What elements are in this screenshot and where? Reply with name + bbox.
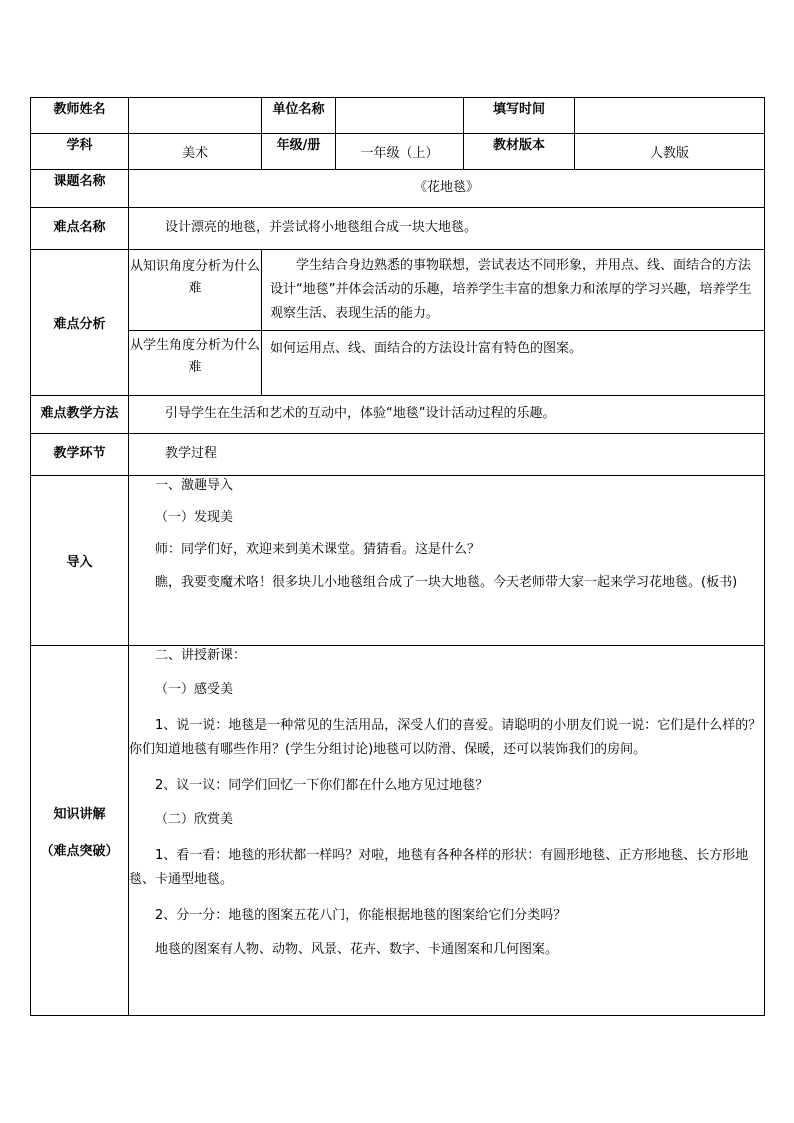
intro-content bbox=[129, 476, 765, 646]
knowledge-paragraph: 二、讲授新课： bbox=[155, 648, 247, 663]
student-angle-text: 如何运用点、线、面结合的方法设计富有特色的图案。 bbox=[262, 331, 765, 396]
header-row-1 bbox=[31, 98, 765, 134]
teacher-name-label: 教师姓名 bbox=[31, 98, 129, 134]
knowledge-content bbox=[129, 646, 765, 1016]
intro-paragraph: 师：同学们好，欢迎来到美术课堂。猜猜看。这是什么？ bbox=[155, 542, 481, 557]
knowledge-angle-label: 从知识角度分析为什么难 bbox=[129, 250, 262, 331]
method-row bbox=[31, 396, 765, 434]
intro-label: 导入 bbox=[31, 476, 129, 646]
intro-row bbox=[31, 476, 765, 646]
knowledge-paragraph: （二）欣赏美 bbox=[155, 812, 234, 827]
knowledge-label-cell bbox=[31, 646, 129, 1016]
knowledge-angle-text: 学生结合身边熟悉的事物联想，尝试表达不同形象，并用点、线、面结合的方法设计“地毯”并体会活动的乐趣，培养学生丰富的想象力和浓厚的学习兴趣，培养学生观察生活、表现生活的能力。 bbox=[262, 250, 765, 331]
student-angle-label: 从学生角度分析为什么难 bbox=[129, 331, 262, 396]
grade-value: 一年级（上） bbox=[336, 134, 464, 170]
knowledge-paragraph: 2、议一议：同学们回忆一下你们都在什么地方见过地毯？ bbox=[155, 778, 489, 793]
knowledge-paragraph: 1、看一看：地毯的形状都一样吗？对啦，地毯有各种各样的形状：有圆形地毯、正方形地毯、长方形地毯、卡通型地毯。 bbox=[129, 848, 749, 887]
edition-label: 教材版本 bbox=[464, 134, 575, 170]
unit-name-value bbox=[336, 98, 464, 134]
unit-name-label: 单位名称 bbox=[262, 98, 336, 134]
intro-paragraph: （一）发现美 bbox=[155, 510, 234, 525]
knowledge-paragraph: （一）感受美 bbox=[155, 682, 234, 697]
subject-value: 美术 bbox=[129, 134, 262, 170]
knowledge-label: 知识讲解 bbox=[53, 806, 106, 822]
intro-paragraph: 一、激趣导入 bbox=[155, 478, 234, 493]
header-row-2 bbox=[31, 134, 765, 170]
subject-label: 学科 bbox=[31, 134, 129, 170]
analysis-row-knowledge bbox=[31, 250, 765, 331]
process-stage-label: 教学环节 bbox=[31, 434, 129, 476]
knowledge-label-sub: （难点突破） bbox=[40, 843, 119, 859]
fill-date-value bbox=[575, 98, 765, 134]
process-header-row bbox=[31, 434, 765, 476]
analysis-row-student bbox=[31, 331, 765, 396]
topic-value: 《花地毯》 bbox=[129, 170, 765, 208]
knowledge-paragraph: 地毯的图案有人物、动物、风景、花卉、数字、卡通图案和几何图案。 bbox=[155, 942, 559, 957]
analysis-label: 难点分析 bbox=[31, 250, 129, 396]
difficulty-value: 设计漂亮的地毯，并尝试将小地毯组合成一块大地毯。 bbox=[129, 208, 765, 250]
method-label: 难点教学方法 bbox=[31, 396, 129, 434]
knowledge-paragraph: 2、分一分：地毯的图案五花八门，你能根据地毯的图案给它们分类吗？ bbox=[155, 908, 567, 923]
fill-date-label: 填写时间 bbox=[464, 98, 575, 134]
process-header-value: 教学过程 bbox=[129, 434, 765, 476]
difficulty-row bbox=[31, 208, 765, 250]
grade-label: 年级/册 bbox=[262, 134, 336, 170]
topic-label: 课题名称 bbox=[31, 170, 129, 208]
method-value: 引导学生在生活和艺术的互动中，体验“地毯”设计活动过程的乐趣。 bbox=[129, 396, 765, 434]
difficulty-label: 难点名称 bbox=[31, 208, 129, 250]
knowledge-row bbox=[31, 646, 765, 1016]
edition-value: 人教版 bbox=[575, 134, 765, 170]
intro-paragraph: 瞧，我要变魔术咯！很多块儿小地毯组合成了一块大地毯。今天老师带大家一起来学习花地毯。(板书) bbox=[155, 575, 738, 590]
teacher-name-value bbox=[129, 98, 262, 134]
topic-row bbox=[31, 170, 765, 208]
knowledge-paragraph: 1、说一说：地毯是一种常见的生活用品，深受人们的喜爱。请聪明的小朋友们说一说：它们是什么样的？你们知道地毯有哪些作用？(学生分组讨论)地毯可以防滑、保暖，还可以装饰我们的房间。 bbox=[129, 718, 762, 757]
lesson-plan-table bbox=[30, 97, 765, 1016]
